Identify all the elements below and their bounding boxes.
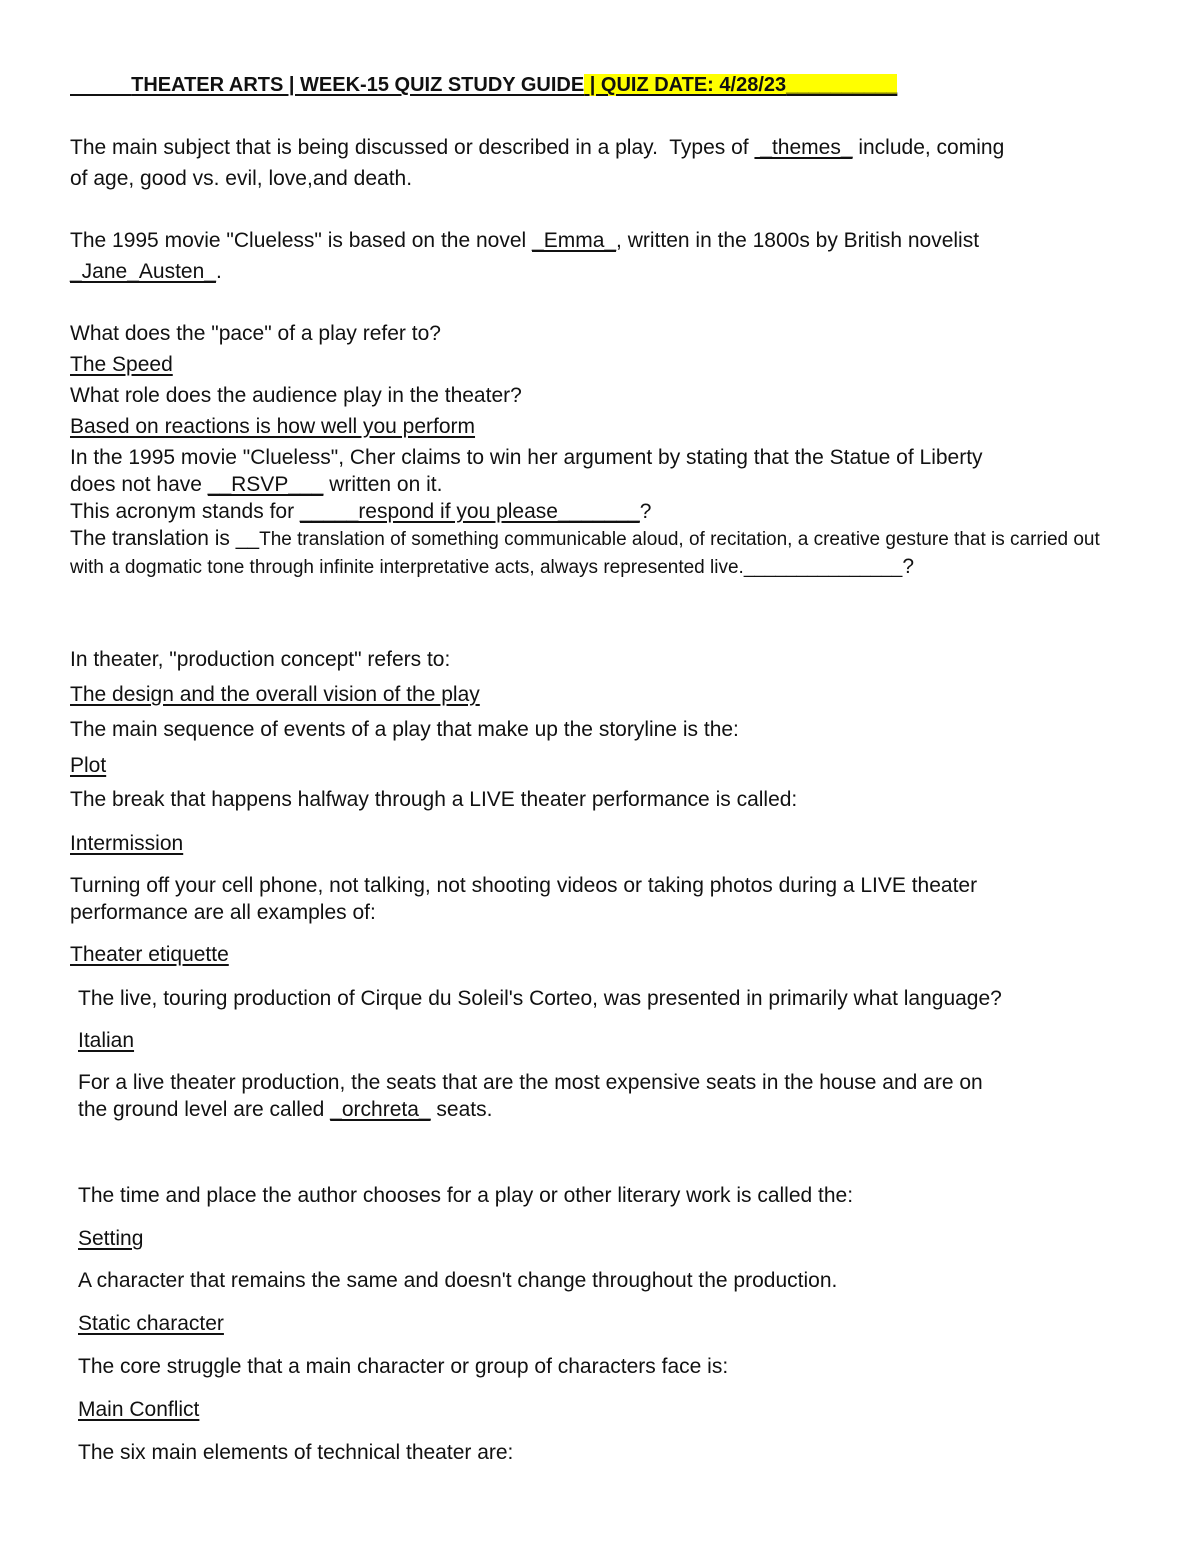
page-title [70, 72, 1104, 98]
q11-line2: the ground level are called _orchreta_ seats. [78, 1098, 493, 1121]
q5-line1: In the 1995 movie "Clueless", Cher claims to win her argument by stating that the Statue of Liberty [70, 446, 983, 469]
q6-question: In theater, "production concept" refers to: [70, 648, 451, 671]
q5-acronym-answer: _____respond if you please_______ [299, 500, 640, 523]
q13-question: A character that remains the same and doesn't change throughout the production. [78, 1269, 838, 1292]
q7-question: The main sequence of events of a play that make up the storyline is the: [70, 718, 739, 741]
quiz-date: | QUIZ DATE: 4/28/23 [584, 74, 787, 96]
title-text: THEATER ARTS | WEEK-15 QUIZ STUDY GUIDE [131, 74, 585, 96]
q3-question: What does the "pace" of a play refer to? [70, 322, 441, 345]
q2-answer-novel: _Emma_ [532, 229, 617, 252]
q2-answer-author: _Jane_Austen_ [70, 260, 216, 283]
q5-answer: __RSVP___ [207, 473, 324, 496]
q9-answer: Theater etiquette [70, 943, 229, 966]
title-trail-blank: __________ [786, 74, 898, 96]
q9-line2: performance are all examples of: [70, 901, 376, 924]
q5-line2: does not have __RSVP___ written on it. [70, 473, 443, 496]
q5-translation: The translation is __The translation of something communicable aloud, of recitation, a creative gesture that is carried out with a dogmatic tone through infinite interpretative acts, always represented live._______________? [70, 527, 1100, 578]
q5-translation-text: The translation of something communicable aloud, of recitation, a creative gesture that is carried out with a dogmatic tone through infinite interpretative acts, always represented live. [70, 529, 1100, 578]
q1-line1: The main subject that is being discussed or described in a play. Types of _themes_ include, coming [70, 136, 1005, 159]
q10-answer: Italian [78, 1029, 135, 1052]
title-lead-blank [70, 74, 131, 96]
q1-answer: _themes_ [754, 136, 853, 159]
q14-answer: Main Conflict [78, 1398, 200, 1421]
q12-answer: Setting [78, 1227, 144, 1250]
q10-question: The live, touring production of Cirque du Soleil's Corteo, was presented in primarily what language? [78, 987, 1002, 1010]
q13-answer: Static character [78, 1312, 224, 1335]
q14-question: The core struggle that a main character or group of characters face is: [78, 1355, 729, 1378]
q1-line2: of age, good vs. evil, love,and death. [70, 167, 413, 190]
q4-answer: Based on reactions is how well you perform [70, 415, 476, 438]
q12-question: The time and place the author chooses for a play or other literary work is called the: [78, 1184, 854, 1207]
q2-line1: The 1995 movie "Clueless" is based on the novel _Emma_, written in the 1800s by British novelist [70, 229, 980, 252]
q7-answer: Plot [70, 754, 107, 777]
q4-question: What role does the audience play in the theater? [70, 384, 522, 407]
q5-acronym-line: This acronym stands for _____respond if you please_______? [70, 500, 652, 523]
q6-answer: The design and the overall vision of the play [70, 683, 480, 706]
q8-question: The break that happens halfway through a LIVE theater performance is called: [70, 788, 798, 811]
q3-answer: The Speed [70, 353, 173, 376]
q8-answer: Intermission [70, 832, 184, 855]
q2-line2: _Jane_Austen_. [70, 260, 222, 283]
q9-line1: Turning off your cell phone, not talking, not shooting videos or taking photos during a LIVE theater [70, 874, 978, 897]
q15-question: The six main elements of technical theater are: [78, 1441, 514, 1464]
q11-answer: _orchreta_ [330, 1098, 431, 1121]
q11-line1: For a live theater production, the seats that are the most expensive seats in the house and are on [78, 1071, 983, 1094]
